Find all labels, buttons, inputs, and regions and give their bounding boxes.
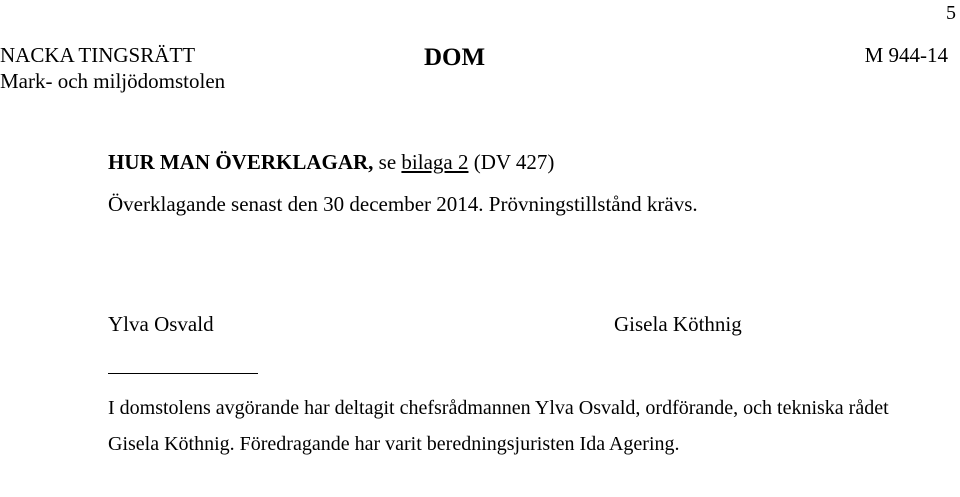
appeal-see-text: se <box>378 150 397 174</box>
appeal-instructions <box>108 150 554 175</box>
separator-line <box>108 373 258 374</box>
appendix-link[interactable]: bilaga 2 <box>401 150 469 174</box>
court-department: Mark- och miljödomstolen <box>0 69 226 93</box>
appeal-form-ref: (DV 427) <box>473 150 555 174</box>
court-name: NACKA TINGSRÄTT <box>0 43 196 67</box>
appeal-deadline: Överklagande senast den 30 december 2014. Prövningstillstånd krävs. <box>108 192 698 216</box>
appeal-heading: HUR MAN ÖVERKLAGAR, <box>108 150 374 174</box>
document-type: DOM <box>424 44 486 71</box>
participation-paragraph: I domstolens avgörande har deltagit chefsrådmannen Ylva Osvald, ordförande, och tekniska rådet Gisela Köthnig. Föredragande har varit beredningsjuristen Ida Agering. <box>108 397 889 455</box>
page-number: 5 <box>946 2 956 24</box>
signature-technical-judge: Gisela Köthnig <box>614 312 742 336</box>
case-number: M 944-14 <box>864 43 948 67</box>
signature-chair: Ylva Osvald <box>108 312 214 336</box>
